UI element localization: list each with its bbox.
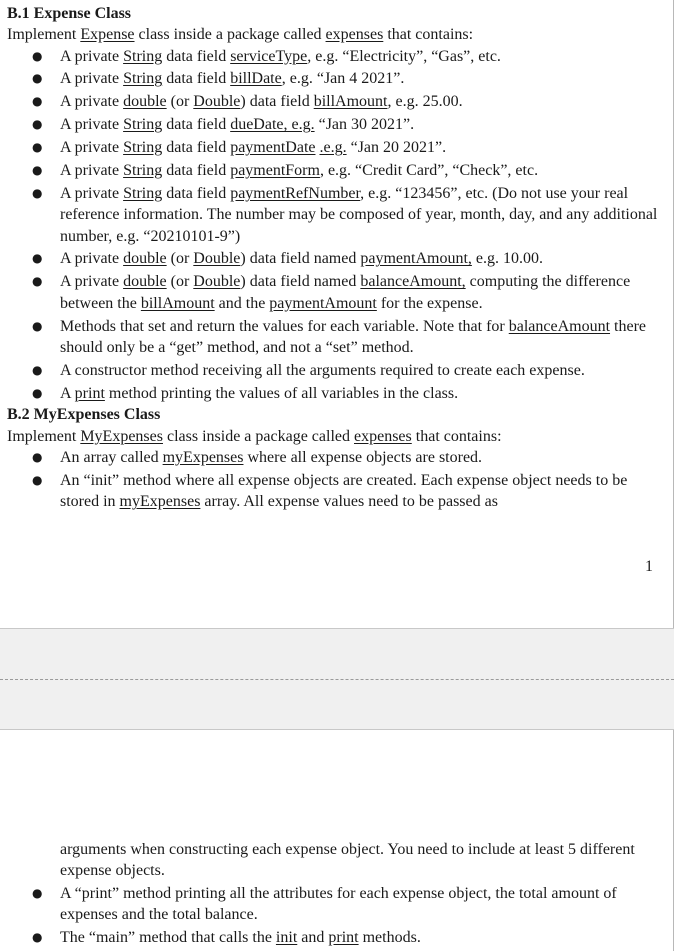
underlined-term: init xyxy=(275,929,298,947)
list-item-continuation xyxy=(7,839,660,882)
list-item xyxy=(7,316,660,359)
text-run: , e.g. “Credit Card”, “Check”, etc. xyxy=(319,162,539,180)
underlined-term: String xyxy=(123,184,163,202)
underlined-term: Double xyxy=(193,93,241,111)
text-run: method printing the values of all variables in the class. xyxy=(104,384,459,402)
list-item-text xyxy=(60,841,635,879)
bullet-icon: ● xyxy=(32,251,43,266)
text-run: An array called xyxy=(60,449,163,467)
underlined-term: Double xyxy=(193,250,241,268)
text-run: ) data field named xyxy=(240,273,361,291)
list-item xyxy=(7,927,660,948)
text-run: class inside a package called xyxy=(162,427,354,445)
list-item-text xyxy=(60,273,630,311)
list-item-text xyxy=(60,185,657,245)
underlined-term: print xyxy=(328,929,359,947)
list-item xyxy=(7,137,660,158)
page-number: 1 xyxy=(645,558,653,575)
text-run: “Jan 20 2021”. xyxy=(346,139,447,157)
text-run: An “init” method where all expense objects are created. Each expense object needs to be stored in xyxy=(60,471,628,511)
underlined-term: expenses xyxy=(325,26,384,44)
underlined-term: String xyxy=(123,116,163,134)
bullet-icon: ● xyxy=(32,886,43,901)
text-run: arguments when constructing each expense object. You need to include at least 5 different expense objects. xyxy=(60,841,635,880)
section-intro xyxy=(7,24,660,45)
requirements-list-continued xyxy=(7,839,660,882)
list-item-text xyxy=(60,472,627,510)
underlined-term: MyExpenses xyxy=(80,427,163,445)
list-item xyxy=(7,360,660,381)
underlined-term: String xyxy=(123,139,163,157)
text-run: and xyxy=(297,929,329,947)
list-item-text xyxy=(60,162,538,179)
text-run: Implement xyxy=(7,427,81,445)
underlined-term: Double xyxy=(193,273,241,291)
text-run: A private xyxy=(60,116,124,134)
text-run: The “main” method that calls the xyxy=(60,929,276,947)
text-run: methods. xyxy=(358,929,421,947)
underlined-term: double xyxy=(123,250,167,268)
text-run: for the expense. xyxy=(376,294,483,312)
text-run: data field xyxy=(162,47,231,65)
underlined-term: paymentAmount xyxy=(269,294,377,312)
bullet-icon: ● xyxy=(32,71,43,86)
list-item-text xyxy=(60,385,458,402)
text-run: data field xyxy=(162,116,231,134)
list-item-text xyxy=(60,48,501,65)
list-item xyxy=(7,470,660,513)
underlined-term: billAmount xyxy=(140,294,215,312)
text-run: data field xyxy=(162,184,231,202)
underlined-term: dueDate, e.g. xyxy=(230,116,315,134)
text-run: where all expense objects are stored. xyxy=(243,449,483,467)
page-1-content xyxy=(7,3,660,514)
underlined-term: String xyxy=(123,70,163,88)
underlined-term: paymentAmount, xyxy=(360,250,472,268)
underlined-term: paymentDate xyxy=(230,139,316,157)
list-item xyxy=(7,183,660,247)
text-run: (or xyxy=(166,250,194,268)
list-item-text xyxy=(60,93,463,110)
text-run: Methods that set and return the values for each variable. Note that for xyxy=(60,317,509,335)
text-run: array. All expense values need to be passed as xyxy=(200,493,498,511)
section-heading: B.1 Expense Class xyxy=(7,5,132,22)
text-run: ) data field xyxy=(240,93,314,111)
underlined-term: String xyxy=(123,162,163,180)
page-break-gap xyxy=(0,628,674,730)
text-run: A private xyxy=(60,273,124,291)
list-item-text xyxy=(60,362,585,379)
text-run: A private xyxy=(60,139,124,157)
text-run: A constructor method receiving all the arguments required to create each expense. xyxy=(60,361,585,379)
text-run: A private xyxy=(60,184,124,202)
list-item xyxy=(7,248,660,269)
text-run: and the xyxy=(214,294,270,312)
list-item-text xyxy=(60,885,617,923)
bullet-icon: ● xyxy=(32,140,43,155)
underlined-term: expenses xyxy=(354,427,412,445)
requirements-list xyxy=(7,447,660,512)
list-item xyxy=(7,160,660,181)
underlined-term: myExpenses xyxy=(162,449,244,467)
bullet-icon: ● xyxy=(32,185,43,200)
section-intro xyxy=(7,426,660,447)
underlined-term: paymentRefNumber xyxy=(230,184,361,202)
underlined-term: Expense xyxy=(80,26,135,44)
list-item-text xyxy=(60,449,482,466)
text-run: (or xyxy=(166,273,194,291)
list-item-text xyxy=(60,70,404,87)
text-run: A “print” method printing all the attributes for each expense object, the total amount of expenses and the total balance. xyxy=(60,885,617,924)
text-run: e.g. 10.00. xyxy=(471,250,544,268)
text-run: class inside a package called xyxy=(134,26,326,44)
requirements-list xyxy=(7,46,660,404)
list-item xyxy=(7,883,660,926)
underlined-term: balanceAmount, xyxy=(360,273,466,291)
underlined-term: balanceAmount xyxy=(508,317,611,335)
bullet-icon: ● xyxy=(32,385,43,400)
list-item xyxy=(7,46,660,67)
text-run: that contains: xyxy=(411,427,502,445)
requirements-list xyxy=(7,883,660,948)
section-b2-myexpenses-class xyxy=(7,404,660,512)
bullet-icon: ● xyxy=(32,472,43,487)
text-run: there should only be a “get” method, and not a “set” method. xyxy=(60,317,647,356)
text-run: (or xyxy=(166,93,194,111)
text-run: data field xyxy=(162,162,231,180)
text-run: computing the difference between the xyxy=(60,273,631,312)
list-item xyxy=(7,383,660,404)
text-run: , e.g. 25.00. xyxy=(387,93,463,111)
list-item xyxy=(7,271,660,314)
page-break-dashed-line xyxy=(0,679,674,680)
underlined-term: myExpenses xyxy=(119,493,201,511)
list-item xyxy=(7,68,660,89)
underlined-term: .e.g. xyxy=(319,139,347,157)
underlined-term: String xyxy=(123,47,163,65)
text-run: A xyxy=(60,384,75,402)
text-run: ) data field named xyxy=(240,250,361,268)
text-run: , e.g. “Electricity”, “Gas”, etc. xyxy=(307,47,501,65)
bullet-icon: ● xyxy=(32,117,43,132)
section-heading: B.2 MyExpenses Class xyxy=(7,406,161,424)
list-item-text xyxy=(60,318,646,356)
list-item xyxy=(7,447,660,468)
underlined-term: double xyxy=(123,93,167,111)
text-run: A private xyxy=(60,93,124,111)
underlined-term: billAmount xyxy=(313,93,388,111)
text-run: , e.g. “Jan 4 2021”. xyxy=(281,70,405,88)
list-item-text xyxy=(60,116,414,133)
text-run: data field xyxy=(162,70,231,88)
text-run: A private xyxy=(60,162,124,180)
list-item xyxy=(7,114,660,135)
text-run: Implement xyxy=(7,26,81,44)
bullet-icon: ● xyxy=(32,318,43,333)
page-2-content xyxy=(7,839,660,950)
bullet-icon: ● xyxy=(32,274,43,289)
bullet-icon: ● xyxy=(32,48,43,63)
underlined-term: billDate xyxy=(230,70,282,88)
bullet-icon: ● xyxy=(32,94,43,109)
text-run: A private xyxy=(60,47,124,65)
list-item-text xyxy=(60,929,421,946)
bullet-icon: ● xyxy=(32,362,43,377)
text-run: that contains: xyxy=(383,26,474,44)
list-item-text xyxy=(60,250,543,267)
underlined-term: paymentForm xyxy=(230,162,320,180)
section-b1-expense-class xyxy=(7,3,660,404)
text-run: data field xyxy=(162,139,231,157)
bullet-icon: ● xyxy=(32,450,43,465)
list-item-text xyxy=(60,139,446,156)
bullet-icon: ● xyxy=(32,930,43,945)
underlined-term: double xyxy=(123,273,167,291)
bullet-icon: ● xyxy=(32,163,43,178)
text-run: A private xyxy=(60,70,124,88)
underlined-term: print xyxy=(74,384,105,402)
list-item xyxy=(7,91,660,112)
text-run: , e.g. “123456”, etc. (Do not use your real reference information. The number may be composed of year, month, day, and any additional number, e.g. “20210101-9”) xyxy=(60,184,658,245)
text-run: “Jan 30 2021”. xyxy=(314,116,415,134)
underlined-term: serviceType xyxy=(230,47,308,65)
text-run: A private xyxy=(60,250,124,268)
